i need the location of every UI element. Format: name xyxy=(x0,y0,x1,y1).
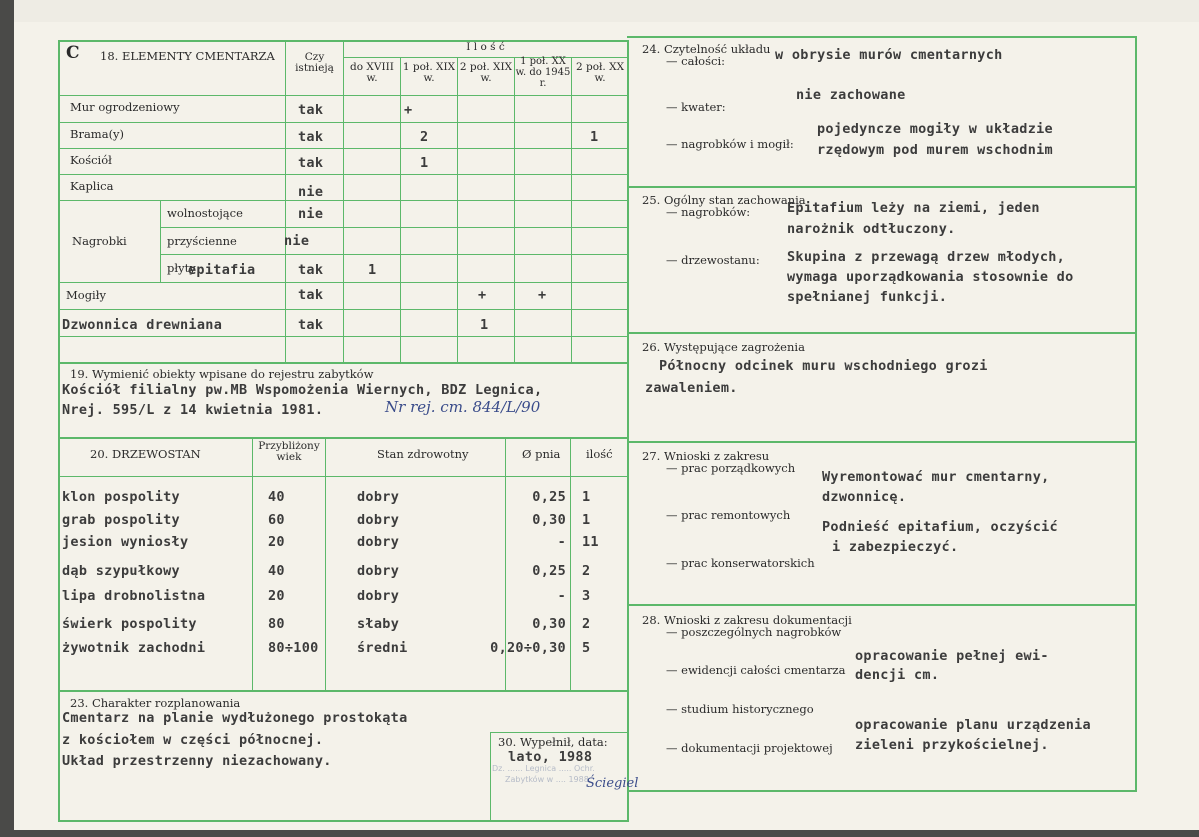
tree-diameter: 0,25 xyxy=(532,489,566,505)
nagrobki-wolnostojace-exists: nie xyxy=(298,206,324,222)
tree-diameter: 0,30 xyxy=(532,512,566,528)
scan-top-edge xyxy=(14,0,1199,22)
divider-28 xyxy=(627,604,1135,606)
row-mogily-p3: + xyxy=(538,287,547,303)
grid-v-nagrobki xyxy=(160,200,161,282)
tree-name: klon pospolity xyxy=(62,489,180,505)
tree-age: 40 xyxy=(268,489,285,505)
section-19-handwritten: Nr rej. cm. 844/L/90 xyxy=(385,398,541,416)
section-27-l4: i zabezpieczyć. xyxy=(832,539,959,555)
grid-v-30 xyxy=(490,732,491,820)
nagrobki-przyscienne: przyścienne xyxy=(167,234,237,248)
section-25-label: 25. Ogólny stan zachowania xyxy=(642,193,806,207)
tree-name: świerk pospolity xyxy=(62,616,197,632)
section-27-l2: dzwonnicę. xyxy=(822,489,907,505)
grid-h-4 xyxy=(58,200,628,201)
tree-health: słaby xyxy=(357,616,400,632)
section-24-val1: w obrysie murów cmentarnych xyxy=(775,47,1003,63)
section-24-item-calosci: — całości: xyxy=(666,54,725,68)
section-27-l1: Wyremontować mur cmentarny, xyxy=(822,469,1050,485)
tree-qty: 11 xyxy=(582,534,599,550)
row-kosciol-p1: 1 xyxy=(420,155,429,171)
drzewostan-health-header: Stan zdrowotny xyxy=(377,447,469,461)
period-4: 2 poł. XX w. xyxy=(575,61,625,84)
exists-header: Czy istnieją xyxy=(295,51,334,74)
section-27-remontowych: — prac remontowych xyxy=(666,508,791,522)
tree-health: dobry xyxy=(357,563,400,579)
tree-qty: 1 xyxy=(582,489,591,505)
section-25-item-drzewostanu: — drzewostanu: xyxy=(666,253,760,267)
grid-h-9 xyxy=(58,336,628,337)
row-label-brama: Brama(y) xyxy=(70,127,125,141)
section-24-item-nagrobkow: — nagrobków i mogił: xyxy=(666,137,794,151)
grid-h-30 xyxy=(490,732,628,733)
row-brama-p1: 2 xyxy=(420,129,429,145)
grid-h-1 xyxy=(58,122,628,123)
nagrobki-plyty-typed: epitafia xyxy=(188,262,256,278)
tree-name: jesion wyniosły xyxy=(62,534,189,550)
row-exists-mogily: tak xyxy=(298,287,324,303)
nagrobki-wolnostojace: wolnostojące xyxy=(167,206,243,220)
stamp-line2: Zabytków w .... 1988 xyxy=(505,775,589,784)
tree-name: dąb szypułkowy xyxy=(62,563,180,579)
section-28-pr1: opracowanie planu urządzenia xyxy=(855,717,1091,733)
frame-left xyxy=(58,40,60,820)
section-19-label: 19. Wymienić obiekty wpisane do rejestru zabytków xyxy=(70,367,374,381)
tree-name: grab pospolity xyxy=(62,512,180,528)
frame-right xyxy=(1135,36,1137,791)
tree-diameter: 0,25 xyxy=(532,563,566,579)
drzewostan-title: 20. DRZEWOSTAN xyxy=(90,447,201,461)
frame-top-right xyxy=(627,36,1137,38)
tree-age: 60 xyxy=(268,512,285,528)
period-3: 1 poł. XX w. do 1945 r. xyxy=(515,56,571,89)
section-28-projektowej: — dokumentacji projektowej xyxy=(666,741,833,755)
divider-23 xyxy=(58,690,628,692)
tree-diameter: - xyxy=(557,588,566,604)
tree-health: dobry xyxy=(357,534,400,550)
section-24-val2: nie zachowane xyxy=(796,87,906,103)
tree-age: 80÷100 xyxy=(268,640,319,656)
grid-v-p5 xyxy=(571,57,572,362)
row-exists-brama: tak xyxy=(298,129,324,145)
row-exists-mur: tak xyxy=(298,102,324,118)
grid-v-p2 xyxy=(400,57,401,362)
section-27-l3: Podnieść epitafium, oczyścić xyxy=(822,519,1058,535)
section-25-drz1: Skupina z przewagą drzew młodych, xyxy=(787,249,1066,265)
nagrobki-przyscienne-exists: nie xyxy=(284,233,310,249)
tree-qty: 3 xyxy=(582,588,591,604)
row-exists-kaplica: nie xyxy=(298,184,324,200)
tree-age: 80 xyxy=(268,616,285,632)
section-28-ew1: opracowanie pełnej ewi- xyxy=(855,648,1049,664)
grid-v-p4 xyxy=(514,57,515,362)
row-label-mur: Mur ogrodzeniowy xyxy=(70,100,180,114)
row-exists-kosciol: tak xyxy=(298,155,324,171)
grid-h-2 xyxy=(58,148,628,149)
section-24-item-kwater: — kwater: xyxy=(666,100,726,114)
grid-h-5 xyxy=(160,227,628,228)
grid-h-6 xyxy=(160,254,628,255)
section-25-drz2: wymaga uporządkowania stosownie do xyxy=(787,269,1074,285)
frame-bottom-right xyxy=(627,790,1137,792)
section-28-nagrobkow: — poszczególnych nagrobków xyxy=(666,625,842,639)
stamp-line1: Dz. ...... Legnica ..... Ochr. xyxy=(492,764,595,773)
section-27-label: 27. Wnioski z zakresu xyxy=(642,449,770,463)
grid-h-3 xyxy=(58,174,628,175)
tree-age: 40 xyxy=(268,563,285,579)
section-24-val3b: rzędowym pod murem wschodnim xyxy=(817,142,1053,158)
tree-age: 20 xyxy=(268,534,285,550)
frame-bottom-left xyxy=(58,820,628,822)
period-0: do XVIII w. xyxy=(350,61,394,84)
tree-qty: 2 xyxy=(582,563,591,579)
section-27-porzadkowych: — prac porządkowych xyxy=(666,461,796,475)
tree-health: średni xyxy=(357,640,408,656)
row-brama-p4: 1 xyxy=(590,129,599,145)
section-23-line2: z kościołem w części północnej. xyxy=(62,732,324,748)
row-dzwonnica-p2: 1 xyxy=(480,317,489,333)
section-19-line2: Nrej. 595/L z 14 kwietnia 1981. xyxy=(62,402,324,418)
tree-diameter: - xyxy=(557,534,566,550)
grid-h-8 xyxy=(58,309,628,310)
section-28-studium: — studium historycznego xyxy=(666,702,814,716)
grid-h-7 xyxy=(58,282,628,283)
tree-health: dobry xyxy=(357,588,400,604)
section-25-drz3: spełnianej funkcji. xyxy=(787,289,948,305)
tree-qty: 5 xyxy=(582,640,591,656)
signature: Ściegiel xyxy=(586,776,639,791)
section-24-label: 24. Czytelność układu xyxy=(642,42,771,56)
tree-diameter: 0,20÷0,30 xyxy=(490,640,566,656)
section-28-label: 28. Wnioski z zakresu dokumentacji xyxy=(642,613,852,627)
section-25-nag1: Epitafium leży na ziemi, jeden xyxy=(787,200,1040,216)
row-label-dzwonnica: Dzwonnica drewniana xyxy=(62,317,223,333)
tree-qty: 2 xyxy=(582,616,591,632)
section-18-title: 18. ELEMENTY CMENTARZA xyxy=(100,49,275,63)
nagrobki-label: Nagrobki xyxy=(72,234,127,248)
tree-health: dobry xyxy=(357,512,400,528)
grid-v-p1 xyxy=(343,40,344,362)
section-24-val3a: pojedyncze mogiły w układzie xyxy=(817,121,1053,137)
nagrobki-plyty-p0: 1 xyxy=(368,262,377,278)
divider-20 xyxy=(58,437,628,439)
divider-27 xyxy=(627,441,1135,443)
divider-19 xyxy=(58,362,628,364)
grid-v-p3 xyxy=(457,57,458,362)
drzewostan-qty-header: ilość xyxy=(586,447,613,461)
period-2: 2 poł. XIX w. xyxy=(459,61,513,84)
tree-diameter: 0,30 xyxy=(532,616,566,632)
row-mogily-p2: + xyxy=(478,287,487,303)
divider-25 xyxy=(627,186,1135,188)
row-label-kosciol: Kościół xyxy=(70,153,112,167)
row-label-kaplica: Kaplica xyxy=(70,179,114,193)
section-28-ewidencji: — ewidencji całości cmentarza xyxy=(666,663,846,677)
section-26-line1: Północny odcinek muru wschodniego grozi xyxy=(659,358,988,374)
section-23-line1: Cmentarz na planie wydłużonego prostokąta xyxy=(62,710,408,726)
section-23-label: 23. Charakter rozplanowania xyxy=(70,696,241,710)
tree-age: 20 xyxy=(268,588,285,604)
section-27-konserwatorskich: — prac konserwatorskich xyxy=(666,556,815,570)
section-26-label: 26. Występujące zagrożenia xyxy=(642,340,805,354)
divider-26 xyxy=(627,332,1135,334)
tree-name: żywotnik zachodni xyxy=(62,640,206,656)
drzewostan-age-header: Przybliżony wiek xyxy=(258,440,320,463)
grid20-h0 xyxy=(58,476,628,477)
frame-middle xyxy=(627,40,629,822)
row-mur-p1: + xyxy=(404,102,413,118)
section-26-line2: zawaleniem. xyxy=(645,380,738,396)
grid-h-0 xyxy=(58,95,628,96)
section-23-line3: Układ przestrzenny niezachowany. xyxy=(62,753,332,769)
section-19-line1: Kościół filialny pw.MB Wspomożenia Wiernych, BDZ Legnica, xyxy=(62,382,543,398)
grid-h-qty xyxy=(343,57,628,58)
section-28-pr2: zieleni przykościelnej. xyxy=(855,737,1049,753)
tree-name: lipa drobnolistna xyxy=(62,588,206,604)
grid-v-exists xyxy=(285,40,286,362)
drzewostan-diameter-header: Ø pnia xyxy=(522,447,561,461)
section-25-item-nagrobkow: — nagrobków: xyxy=(666,205,751,219)
qty-header: I l o ś ć xyxy=(466,41,505,53)
section-25-nag2: narożnik odtłuczony. xyxy=(787,221,956,237)
tree-health: dobry xyxy=(357,489,400,505)
row-label-mogily: Mogiły xyxy=(66,288,106,302)
nagrobki-plyty-exists: tak xyxy=(298,262,324,278)
section-28-ew2: dencji cm. xyxy=(855,667,940,683)
row-exists-dzwonnica: tak xyxy=(298,317,324,333)
section-30-value: lato, 1988 xyxy=(508,749,593,765)
section-letter: C xyxy=(66,43,80,63)
tree-qty: 1 xyxy=(582,512,591,528)
nagrobki-plyty: płyty xyxy=(167,261,196,275)
period-1: 1 poł. XIX w. xyxy=(402,61,456,84)
section-30-label: 30. Wypełnił, data: xyxy=(498,735,608,749)
